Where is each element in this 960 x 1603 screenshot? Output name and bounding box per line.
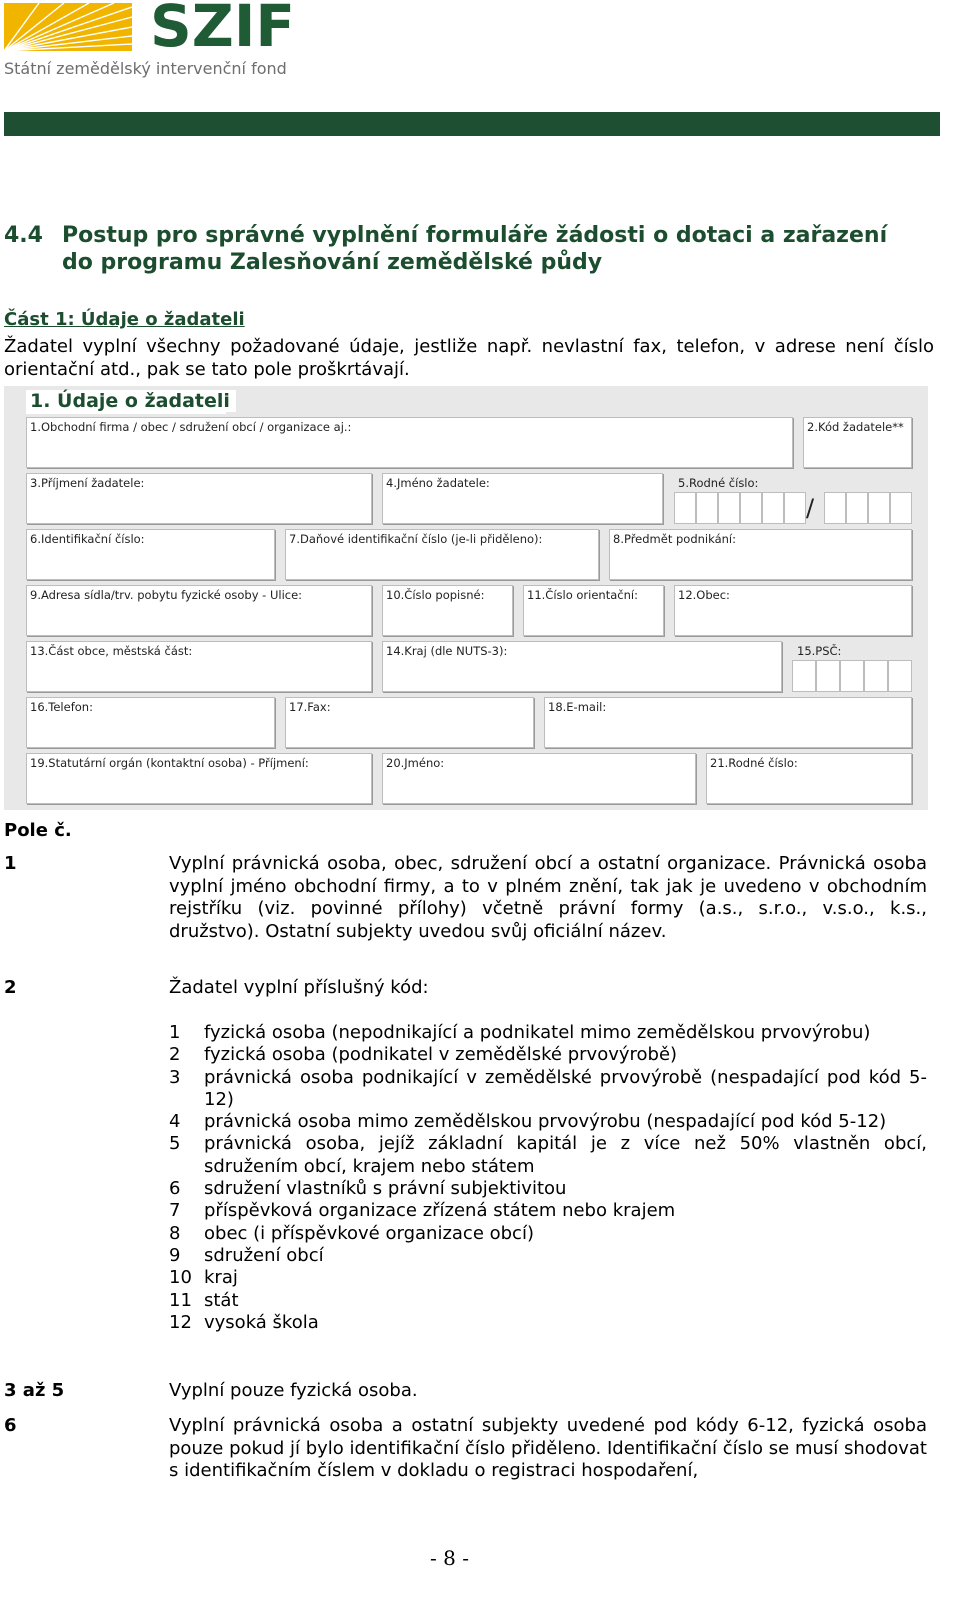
field-5-label: 5.Rodné číslo:: [678, 476, 759, 490]
header-divider-bar: [4, 112, 940, 136]
form-title: 1. Údaje o žadateli: [30, 390, 236, 412]
szif-logo-sun-icon: [4, 3, 132, 51]
field-2-label: 2.Kód žadatele**: [807, 420, 904, 434]
rc-cell: [868, 492, 890, 524]
rc-cell: [696, 492, 718, 524]
item-1-number: 1: [4, 853, 17, 874]
item-6-text: Vyplní právnická osoba a ostatní subjekty uvedené pod kódy 6-12, fyzická osoba pouze pokud jí bylo identifikační číslo přiděleno. Identifikační číslo se musí shodovat s identifikačním číslem v dokladu o registraci hospodaření,: [169, 1415, 927, 1481]
item-2-number: 2: [4, 977, 17, 998]
list-item: 11 stát: [169, 1289, 239, 1311]
field-17-label: 17.Fax:: [289, 700, 331, 714]
rc-cell: [784, 492, 806, 524]
field-15-label: 15.PSČ:: [797, 644, 842, 658]
item-1-text: Vyplní právnická osoba, obec, sdružení obcí a ostatní organizace. Právnická osoba vyplní jméno obchodní firmy, a to v plném znění, tak jak je uvedeno v obchodním rejstříku (viz. povinné přílohy) včetně právní formy (a.s., s.r.o., v.s.o., k.s., družstvo). Ostatní subjekty uvedou svůj oficiální název.: [169, 853, 927, 942]
list-item: 1 fyzická osoba (nepodnikající a podnikatel mimo zemědělskou prvovýrobu): [169, 1022, 871, 1043]
field-6-label: 6.Identifikační číslo:: [30, 532, 145, 546]
field-11-label: 11.Číslo orientační:: [527, 588, 638, 602]
field-12-label: 12.Obec:: [678, 588, 730, 602]
section-title-line2: do programu Zalesňování zemědělské půdy: [62, 250, 603, 275]
logo-text: SZIF: [150, 0, 296, 60]
field-14-label: 14.Kraj (dle NUTS-3):: [386, 644, 508, 658]
field-16-label: 16.Telefon:: [30, 700, 93, 714]
rc-cell: [846, 492, 868, 524]
field-21-label: 21.Rodné číslo:: [710, 756, 798, 770]
field-1-label: 1.Obchodní firma / obec / sdružení obcí / organizace aj.:: [30, 420, 352, 434]
field-7-label: 7.Daňové identifikační číslo (je-li přiděleno):: [289, 532, 543, 546]
part-title: Část 1: Údaje o žadateli: [4, 309, 245, 330]
rc-cell: [762, 492, 784, 524]
list-item: 12 vysoká škola: [169, 1311, 319, 1333]
field-8-label: 8.Předmět podnikání:: [613, 532, 736, 546]
rc-separator: /: [806, 494, 815, 522]
item-6-number: 6: [4, 1415, 17, 1436]
section-number: 4.4: [4, 223, 43, 248]
page-number: - 8 -: [430, 1546, 469, 1570]
rc-cell: [674, 492, 696, 524]
logo-subtitle: Státní zemědělský intervenční fond: [4, 59, 287, 78]
part-intro: Žadatel vyplní všechny požadované údaje, jestliže např. nevlastní fax, telefon, v adrese není číslo orientační atd., pak se tato pole proškrtávají.: [4, 336, 934, 380]
psc-cell: [840, 660, 864, 692]
psc-cell: [792, 660, 816, 692]
field-19-label: 19.Statutární orgán (kontaktní osoba) - Příjmení:: [30, 756, 309, 770]
list-item: 6 sdružení vlastníků s právní subjektivitou: [169, 1178, 567, 1200]
list-item: 10 kraj: [169, 1267, 238, 1289]
list-item: 2 fyzická osoba (podnikatel v zemědělské prvovýrobě): [169, 1044, 678, 1066]
pole-heading: Pole č.: [4, 820, 72, 841]
rc-cell: [890, 492, 912, 524]
section-heading: [4, 222, 934, 276]
list-item: 3 právnická osoba podnikající v zemědělské prvovýrobě (nespadající pod kód 5-12): [169, 1066, 927, 1110]
field-10-label: 10.Číslo popisné:: [386, 588, 485, 602]
field-13-label: 13.Část obce, městská část:: [30, 644, 193, 658]
field-9-label: 9.Adresa sídla/trv. pobytu fyzické osoby - Ulice:: [30, 588, 303, 602]
field-4-label: 4.Jméno žadatele:: [386, 476, 490, 490]
item-3-5-number: 3 až 5: [4, 1380, 65, 1401]
list-item: 5 právnická osoba, jejíž základní kapitál je z více než 50% vlastněn obcí, sdružením obcí, krajem nebo státem: [169, 1133, 927, 1177]
rc-cell: [740, 492, 762, 524]
list-item: 7 příspěvková organizace zřízená státem nebo krajem: [169, 1200, 676, 1222]
code-list: [169, 1022, 927, 1334]
rc-cell: [718, 492, 740, 524]
field-20-label: 20.Jméno:: [386, 756, 445, 770]
psc-cell: [864, 660, 888, 692]
rc-cell: [824, 492, 846, 524]
item-3-5-text: Vyplní pouze fyzická osoba.: [169, 1380, 418, 1401]
psc-cell: [888, 660, 912, 692]
list-item: 9 sdružení obcí: [169, 1244, 324, 1266]
field-3-label: 3.Příjmení žadatele:: [30, 476, 145, 490]
list-item: 8 obec (i příspěvkové organizace obcí): [169, 1222, 534, 1244]
section-title-line1: Postup pro správné vyplnění formuláře žádosti o dotaci a zařazení: [62, 223, 888, 248]
list-item: 4 právnická osoba mimo zemědělskou prvovýrobu (nespadající pod kód 5-12): [169, 1111, 887, 1133]
field-18-label: 18.E-mail:: [548, 700, 607, 714]
psc-cell: [816, 660, 840, 692]
item-2-text: Žadatel vyplní příslušný kód:: [169, 977, 429, 998]
